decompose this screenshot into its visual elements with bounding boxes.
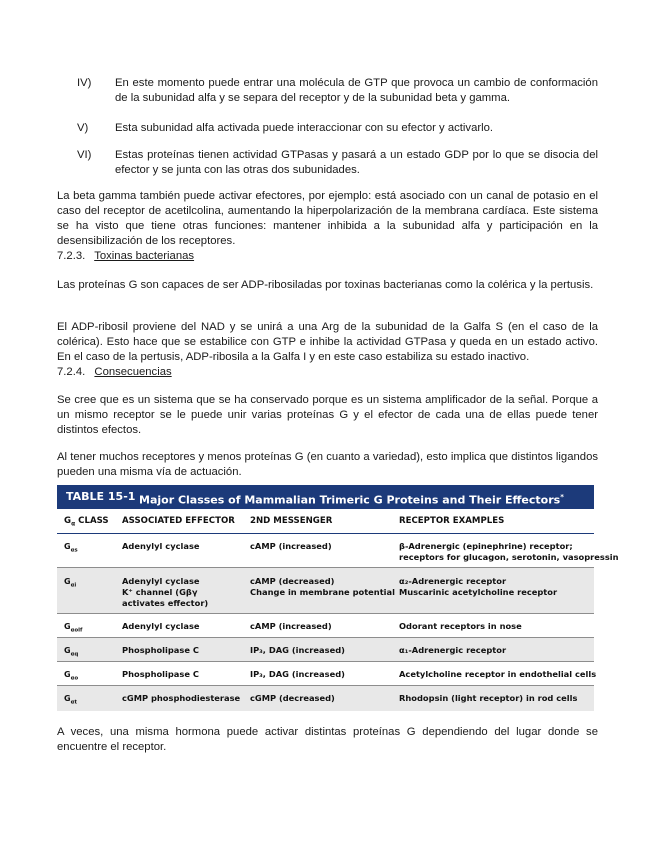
receptor-line: Odorant receptors in nose: [399, 621, 522, 631]
table-row: [57, 637, 594, 662]
table-title-bar: [57, 485, 594, 509]
effector-cell: [122, 693, 242, 704]
g-protein-table: [57, 485, 619, 710]
receptor-line: Rhodopsin (light receptor) in rod cells: [399, 693, 578, 703]
receptor-cell: [399, 669, 597, 680]
messenger-line: Change in membrane potential: [250, 587, 395, 597]
g-letter: G: [64, 670, 71, 679]
list-item-vi: [77, 148, 598, 178]
list-number: IV): [77, 77, 92, 89]
effector-cell: [122, 645, 242, 656]
table-header-row: [57, 509, 594, 534]
section-title: Toxinas bacterianas: [94, 250, 195, 262]
g-class: [64, 541, 78, 557]
paragraph-receptores: Al tener muchos receptores y menos proteínas G (en cuanto a variedad), esto implica que distintos ligandos pueden una misma vía de actuación.: [57, 451, 598, 478]
effector-cell: [122, 541, 242, 552]
g-class: [64, 645, 78, 661]
g-subscript: αi: [70, 582, 77, 589]
messenger-line: cAMP (increased): [250, 541, 332, 551]
messenger-cell: [250, 576, 395, 598]
section-number: 7.2.4.: [57, 366, 86, 378]
paragraph-final: A veces, una misma hormona puede activar distintas proteínas G dependiendo del lugar donde se encuentre el receptor.: [57, 726, 598, 753]
messenger-line: cAMP (increased): [250, 621, 332, 631]
g-class: [64, 669, 78, 685]
g-class: [64, 576, 76, 592]
messenger-cell: [250, 621, 390, 632]
header-class-g: G: [64, 516, 72, 526]
effector-cell: [122, 576, 242, 609]
messenger-line: cAMP (decreased): [250, 576, 335, 586]
table-title-mark: *: [560, 493, 564, 501]
receptor-cell: [399, 693, 591, 704]
effector-line: Adenylyl cyclase: [122, 621, 200, 631]
list-number: V): [77, 122, 89, 134]
table-row: [57, 567, 594, 614]
messenger-cell: [250, 541, 390, 552]
messenger-line: cGMP (decreased): [250, 693, 335, 703]
effector-line: Phospholipase C: [122, 645, 199, 655]
table-number: TABLE 15-1: [66, 490, 136, 503]
messenger-cell: [250, 645, 390, 656]
receptor-line: β-Adrenergic (epinephrine) receptor;: [399, 541, 573, 551]
header-class-sub: α: [71, 520, 76, 528]
receptor-cell: [399, 576, 591, 598]
section-title: Consecuencias: [94, 366, 172, 378]
effector-cell: [122, 669, 242, 680]
receptor-line: Muscarinic acetylcholine receptor: [399, 587, 558, 597]
section-heading-723: [57, 249, 194, 264]
receptor-cell: [399, 645, 591, 656]
receptor-line: receptors for glucagon, serotonin, vasopressin: [399, 552, 619, 562]
effector-line: cGMP phosphodiesterase: [122, 693, 241, 703]
g-letter: G: [64, 694, 71, 703]
g-subscript: αolf: [70, 627, 83, 634]
effector-cell: [122, 621, 242, 632]
table-row: [57, 537, 619, 567]
messenger-line: IP₃, DAG (increased): [250, 669, 345, 679]
table-title-text: Major Classes of Mammalian Trimeric G Proteins and Their Effectors: [139, 493, 561, 507]
g-subscript: αs: [70, 547, 78, 554]
table-row: [57, 661, 597, 686]
header-receptor: RECEPTOR EXAMPLES: [399, 516, 505, 526]
g-letter: G: [64, 646, 71, 655]
receptor-line: α₂-Adrenergic receptor: [399, 576, 507, 586]
receptor-line: α₁-Adrenergic receptor: [399, 645, 507, 655]
paragraph-consecuencias: Se cree que es un sistema que se ha conservado porque es un sistema amplificador de la señal. Porque a un mismo receptor se le puede unir varias proteínas G y el efector de cada una de ellas puede tener distintos efectos.: [57, 394, 598, 436]
g-subscript: αq: [70, 651, 79, 658]
g-letter: G: [64, 622, 71, 631]
g-letter: G: [64, 577, 71, 586]
g-letter: G: [64, 542, 71, 551]
table-row: [57, 685, 594, 711]
list-text: Esta subunidad alfa activada puede interaccionar con su efector y activarlo.: [115, 122, 494, 134]
messenger-cell: [250, 669, 390, 680]
section-heading-724: [57, 365, 172, 380]
header-messenger: 2ND MESSENGER: [250, 516, 333, 526]
g-subscript: αo: [70, 675, 79, 682]
table-row: [57, 613, 594, 638]
list-item-iv: [77, 76, 598, 106]
list-text: En este momento puede entrar una molécula de GTP que provoca un cambio de conformación de la subunidad alfa y se separa del receptor y de la subunidad beta y gamma.: [115, 77, 598, 104]
paragraph-adp-ribosil: El ADP-ribosil proviene del NAD y se unirá a una Arg de la subunidad de la Galfa S (en el caso de la colérica). Esto hace que se estabilice con GTP e inhibe la actividad GTPasa y queda en un estado activo. En el caso de la pertusis, ADP-ribosila a la Galfa I y en este caso estabiliza su estado inactivo.: [57, 321, 598, 363]
receptor-cell: [399, 621, 591, 632]
effector-line: Adenylyl cyclase: [122, 576, 200, 586]
messenger-line: IP₃, DAG (increased): [250, 645, 345, 655]
header-effector: ASSOCIATED EFFECTOR: [122, 516, 235, 526]
g-class: [64, 693, 77, 709]
paragraph-beta-gamma: La beta gamma también puede activar efectores, por ejemplo: está asociado con un canal de potasio en el caso del receptor de acetilcolina, aumentando la hiperpolarización de la membrana cardíaca. Este sistema se ha visto que tiene otras funciones: mantener inhibida a la subunidad alfa y participación en la desensibilización de los receptores.: [57, 190, 598, 247]
list-text: Estas proteínas tienen actividad GTPasas y pasará a un estado GDP por lo que se disocia del efector y se junta con las otras dos subunidades.: [115, 149, 598, 176]
effector-line: Phospholipase C: [122, 669, 199, 679]
g-class: [64, 621, 82, 637]
messenger-cell: [250, 693, 390, 704]
effector-line: K⁺ channel (Gβγ: [122, 587, 198, 597]
list-item-v: [77, 121, 598, 136]
list-number: VI): [77, 149, 92, 161]
g-subscript: αt: [70, 699, 77, 706]
header-class: [64, 509, 109, 537]
header-class-rest: CLASS: [75, 516, 109, 526]
effector-line: activates effector): [122, 598, 209, 608]
section-number: 7.2.3.: [57, 250, 86, 262]
paragraph-toxinas: Las proteínas G son capaces de ser ADP-ribosiladas por toxinas bacterianas como la colérica y la pertusis.: [57, 279, 594, 291]
receptor-line: Acetylcholine receptor in endothelial cells: [399, 669, 597, 679]
receptor-cell: [399, 541, 619, 563]
effector-line: Adenylyl cyclase: [122, 541, 200, 551]
